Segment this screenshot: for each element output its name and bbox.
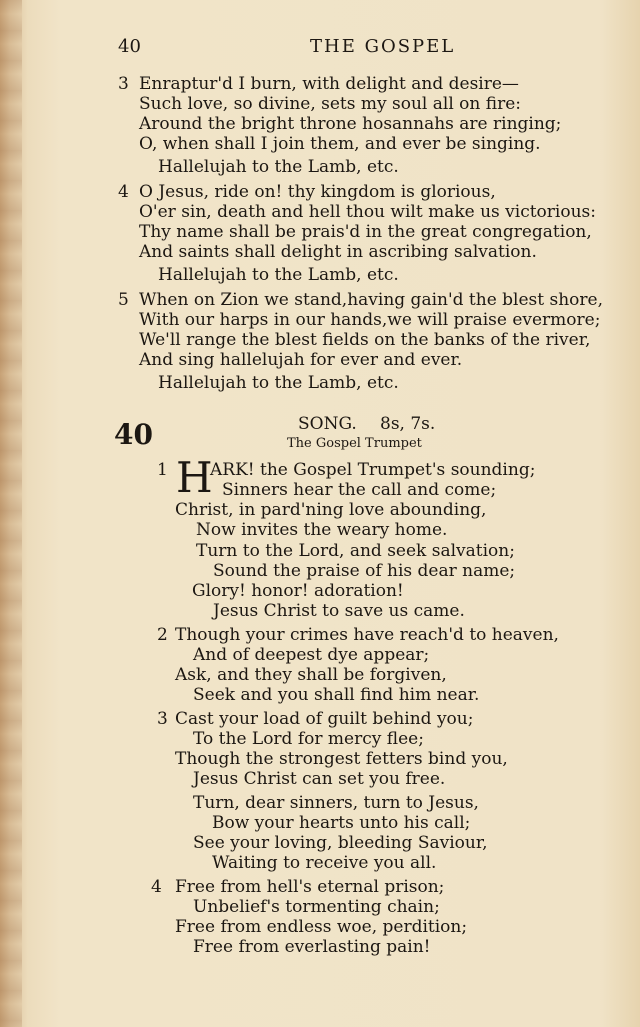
verse-line: Free from hell's eternal prison; (175, 877, 445, 897)
verse-line: Enraptur'd I burn, with delight and desire— (139, 74, 519, 94)
page-number: 40 (118, 36, 141, 57)
verse-line: Jesus Christ can set you free. (193, 769, 446, 789)
running-head: THE GOSPEL (310, 36, 456, 57)
stanza-number: 3 (157, 709, 168, 729)
drop-cap: H (176, 453, 213, 502)
song-meter: 8s, 7s. (380, 414, 436, 434)
stanza-number: 2 (157, 625, 168, 645)
page-edge-stain (0, 0, 22, 1027)
verse-line: Thy name shall be prais'd in the great congregation, (139, 222, 592, 242)
verse-line: Sound the praise of his dear name; (213, 561, 516, 581)
verse-line: Unbelief's tormenting chain; (193, 897, 440, 917)
verse-line: To the Lord for mercy flee; (193, 729, 424, 749)
song-title: SONG. (298, 414, 357, 434)
hymn-number: 40 (114, 418, 153, 451)
verse-line: And of deepest dye appear; (193, 645, 430, 665)
refrain-line: Waiting to receive you all. (212, 853, 437, 873)
chorus-line: Hallelujah to the Lamb, etc. (158, 157, 399, 177)
chorus-line: Hallelujah to the Lamb, etc. (158, 373, 399, 393)
verse-line: Now invites the weary home. (196, 520, 448, 540)
verse-line: Though your crimes have reach'd to heaven, (175, 625, 559, 645)
stanza-number: 3 (118, 74, 129, 94)
verse-line: Cast your load of guilt behind you; (175, 709, 474, 729)
verse-line: Though the strongest fetters bind you, (175, 749, 508, 769)
verse-line: Sinners hear the call and come; (222, 480, 497, 500)
verse-line: ARK! the Gospel Trumpet's sounding; (210, 460, 536, 480)
stanza-number: 5 (118, 290, 129, 310)
verse-line: Jesus Christ to save us came. (213, 601, 465, 621)
verse-line: Around the bright throne hosannahs are ringing; (139, 114, 562, 134)
verse-line: O Jesus, ride on! thy kingdom is glorious, (139, 182, 496, 202)
stanza-number: 4 (151, 877, 162, 897)
verse-line: And sing hallelujah for ever and ever. (139, 350, 463, 370)
verse-line: With our harps in our hands,we will praise evermore; (139, 310, 601, 330)
verse-line: Christ, in pard'ning love abounding, (175, 500, 487, 520)
chorus-line: Hallelujah to the Lamb, etc. (158, 265, 399, 285)
verse-line: Free from everlasting pain! (193, 937, 431, 957)
stanza-number: 4 (118, 182, 129, 202)
verse-line: O'er sin, death and hell thou wilt make us victorious: (139, 202, 596, 222)
stanza-number: 1 (157, 460, 168, 480)
verse-line: And saints shall delight in ascribing salvation. (139, 242, 537, 262)
verse-line: When on Zion we stand,having gain'd the blest shore, (139, 290, 604, 310)
verse-line: Such love, so divine, sets my soul all on fire: (139, 94, 522, 114)
verse-line: Turn to the Lord, and seek salvation; (196, 541, 515, 561)
refrain-line: Turn, dear sinners, turn to Jesus, (193, 793, 479, 813)
verse-line: Glory! honor! adoration! (192, 581, 404, 601)
verse-line: Ask, and they shall be forgiven, (175, 665, 447, 685)
verse-line: O, when shall I join them, and ever be singing. (139, 134, 541, 154)
song-subtitle: The Gospel Trumpet (287, 436, 422, 451)
verse-line: Seek and you shall find him near. (193, 685, 480, 705)
refrain-line: Bow your hearts unto his call; (212, 813, 471, 833)
refrain-line: See your loving, bleeding Saviour, (193, 833, 488, 853)
verse-line: Free from endless woe, perdition; (175, 917, 468, 937)
verse-line: We'll range the blest fields on the banks of the river, (139, 330, 591, 350)
